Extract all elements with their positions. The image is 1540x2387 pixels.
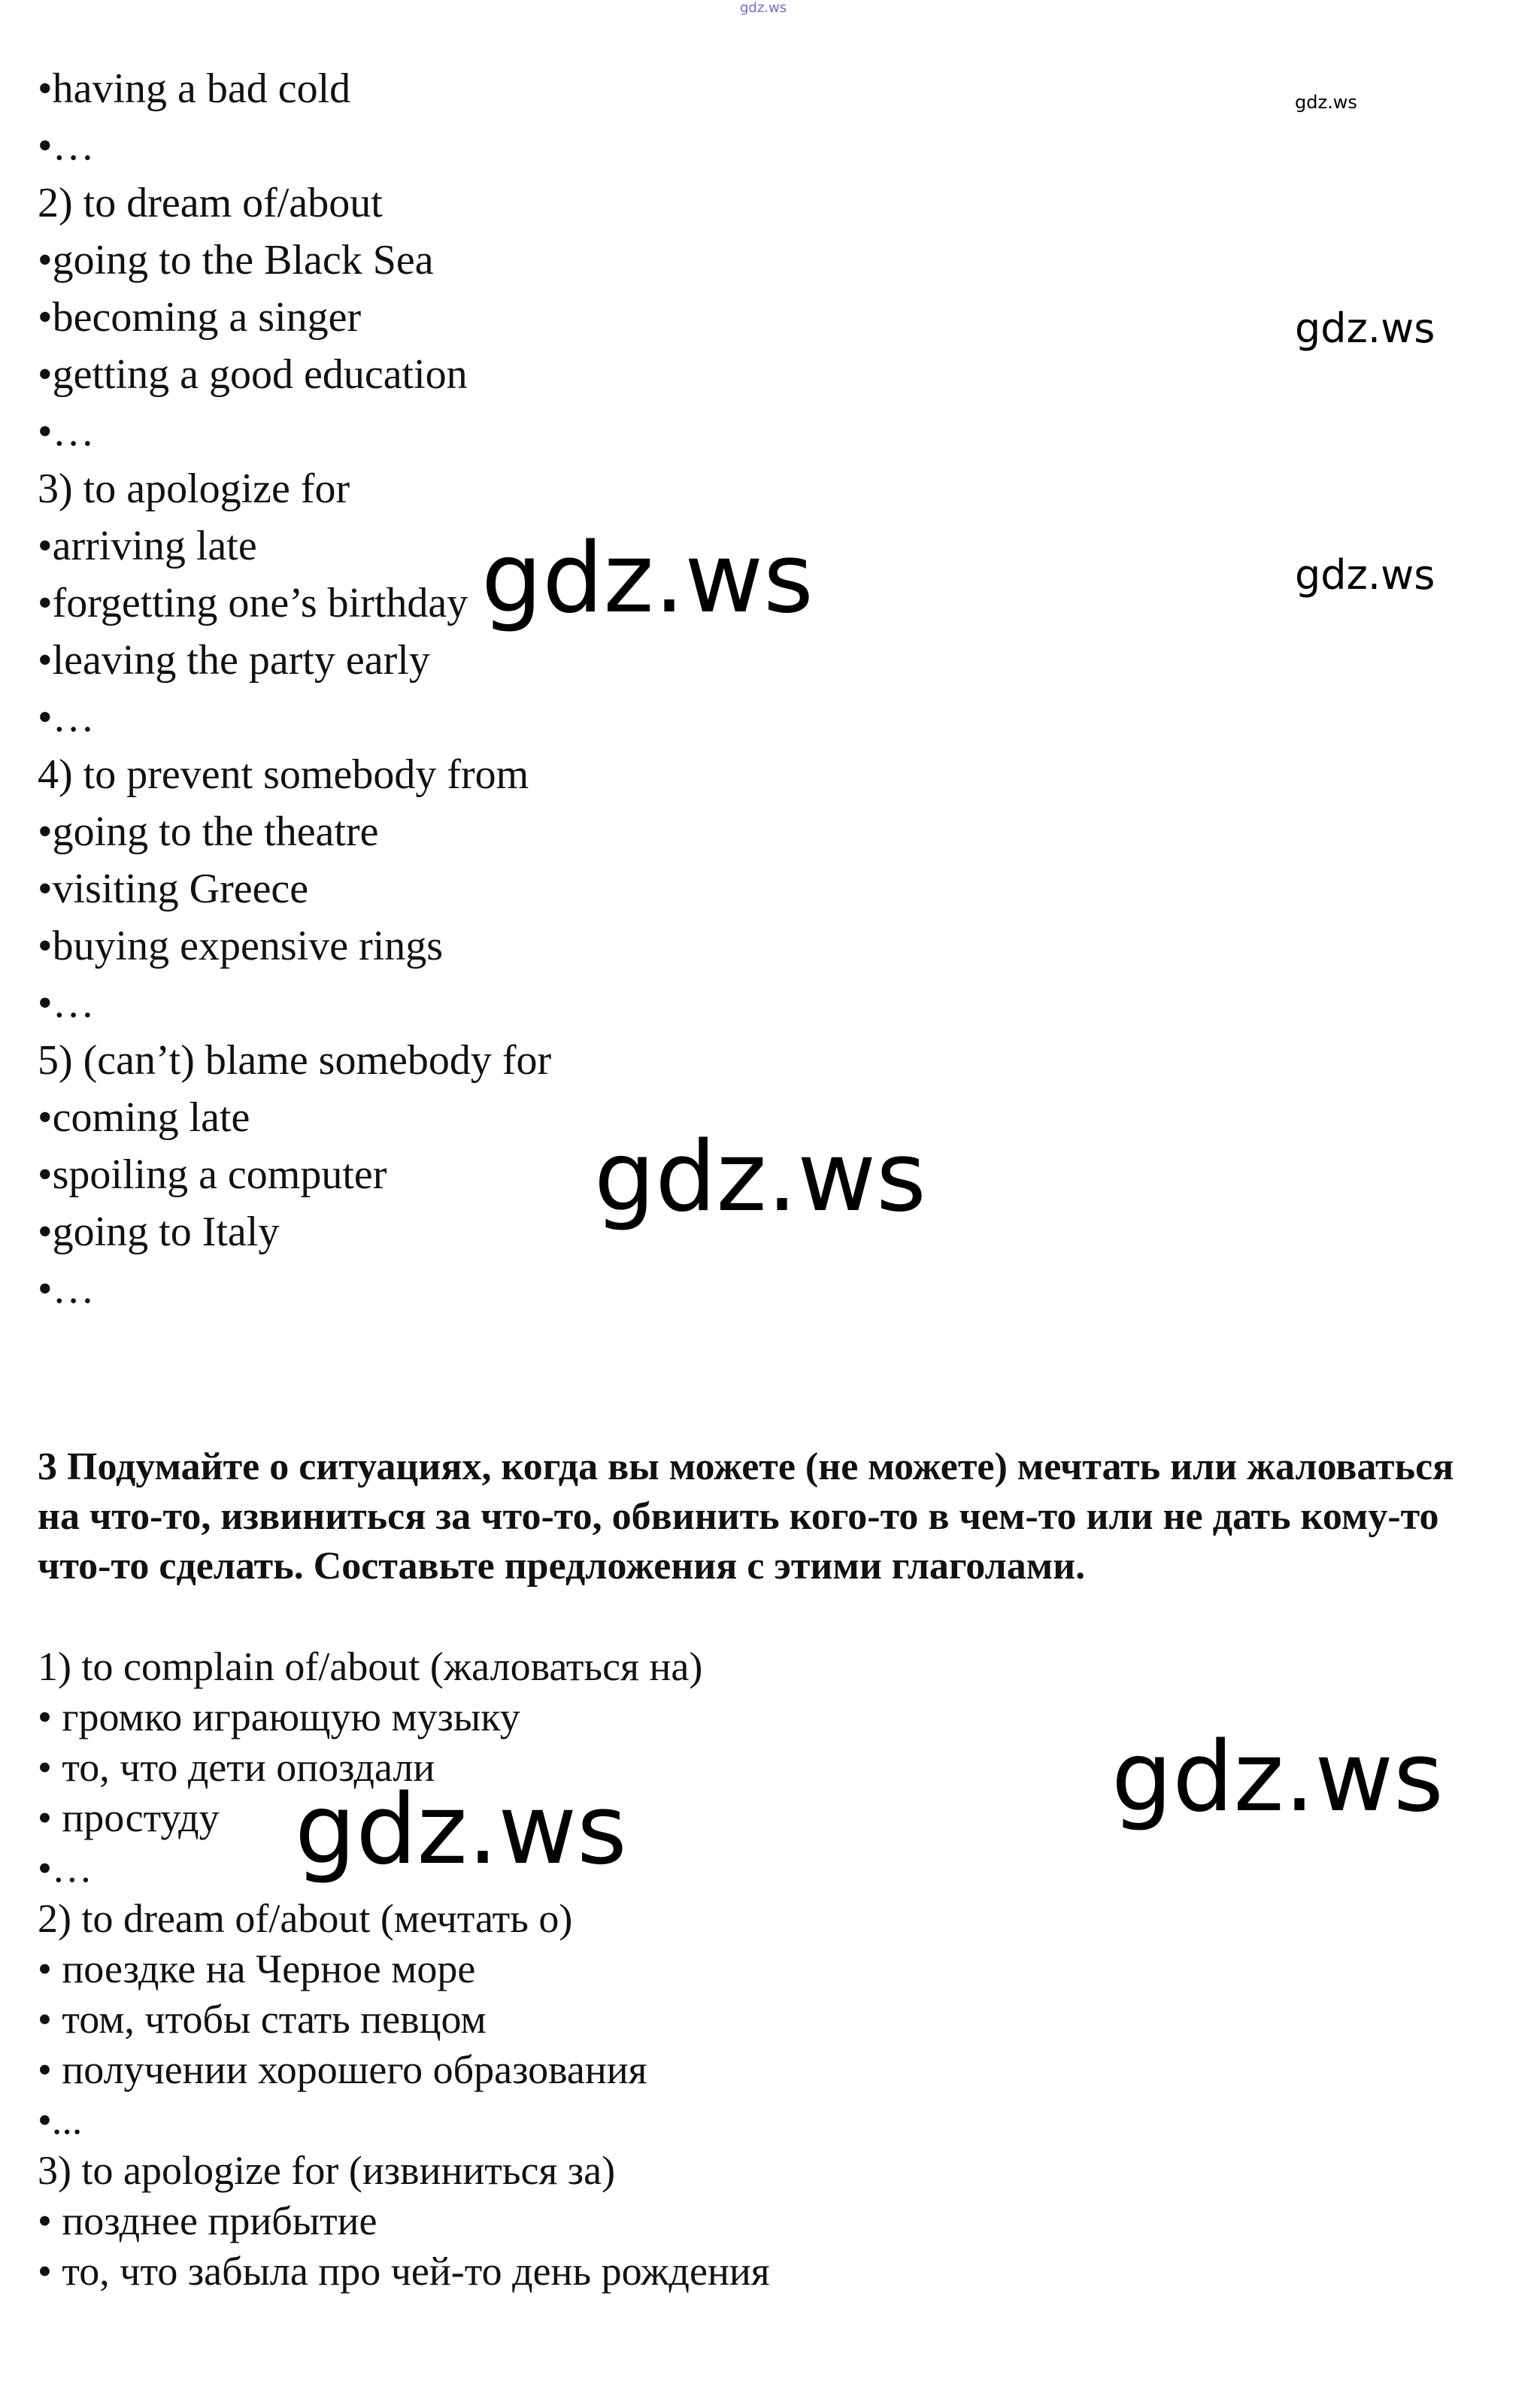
list-item: •spoiling a computer — [38, 1151, 387, 1198]
watermark-big-2: gdz.ws — [594, 1121, 926, 1233]
list-heading: 3) to apologize for — [38, 466, 350, 512]
watermark-top-tiny: gdz.ws — [740, 0, 787, 16]
list-item: • том, чтобы стать певцом — [38, 1997, 487, 2042]
task-3-heading: 3 Подумайте о ситуациях, когда вы можете (не можете) мечтать или жаловаться на что-то, извиниться за что-то, обвинить кого-то в чем-то или не дать кому-то что-то сделать. Составьте предложения с этими глаголами. — [38, 1445, 1454, 1588]
list-item: •coming late — [38, 1094, 250, 1141]
list-item: •buying expensive rings — [38, 923, 444, 969]
watermark-top-right-small: gdz.ws — [1295, 92, 1357, 113]
list-item: • громко играющую музыку — [38, 1694, 520, 1739]
list-item: •… — [38, 1266, 95, 1312]
list-item: •… — [38, 694, 95, 741]
list-heading: 2) to dream of/about — [38, 180, 383, 226]
list-item: •… — [38, 123, 95, 169]
list-item: • позднее прибытие — [38, 2198, 377, 2243]
watermark-big-3: gdz.ws — [1111, 1721, 1444, 1833]
list-item: •forgetting one’s birthday — [38, 580, 468, 626]
list-item: •… — [38, 1846, 92, 1891]
list-item: •... — [38, 2097, 83, 2143]
list-heading: 2) to dream of/about (мечтать о) — [38, 1896, 573, 1941]
watermark-big-4: gdz.ws — [295, 1774, 627, 1886]
list-item: •becoming a singer — [38, 294, 362, 341]
list-item: •going to the Black Sea — [38, 237, 434, 284]
watermark-big-1: gdz.ws — [481, 523, 814, 635]
list-item: •going to the theatre — [38, 808, 379, 855]
list-item: •arriving late — [38, 523, 257, 569]
list-item: •visiting Greece — [38, 866, 309, 912]
list-item: • то, что дети опоздали — [38, 1745, 435, 1790]
list-heading: 1) to complain of/about (жаловаться на) — [38, 1644, 703, 1689]
list-item: •… — [38, 980, 95, 1027]
list-item: • простуду — [38, 1795, 220, 1840]
list-item: • получении хорошего образования — [38, 2047, 647, 2092]
list-heading: 5) (can’t) blame somebody for — [38, 1037, 552, 1084]
list-item: •getting a good education — [38, 351, 468, 398]
watermark-right-medium-1: gdz.ws — [1295, 305, 1435, 352]
list-item: •… — [38, 408, 95, 455]
list-item: •having a bad cold — [38, 65, 351, 112]
list-item: • поездке на Черное море — [38, 1946, 476, 1991]
list-item: •leaving the party early — [38, 637, 430, 684]
list-item: •going to Italy — [38, 1209, 280, 1255]
list-item: • то, что забыла про чей-то день рождения — [38, 2249, 770, 2294]
list-heading: 4) to prevent somebody from — [38, 751, 529, 798]
list-heading: 3) to apologize for (извиниться за) — [38, 2148, 616, 2193]
watermark-right-medium-2: gdz.ws — [1295, 551, 1435, 599]
